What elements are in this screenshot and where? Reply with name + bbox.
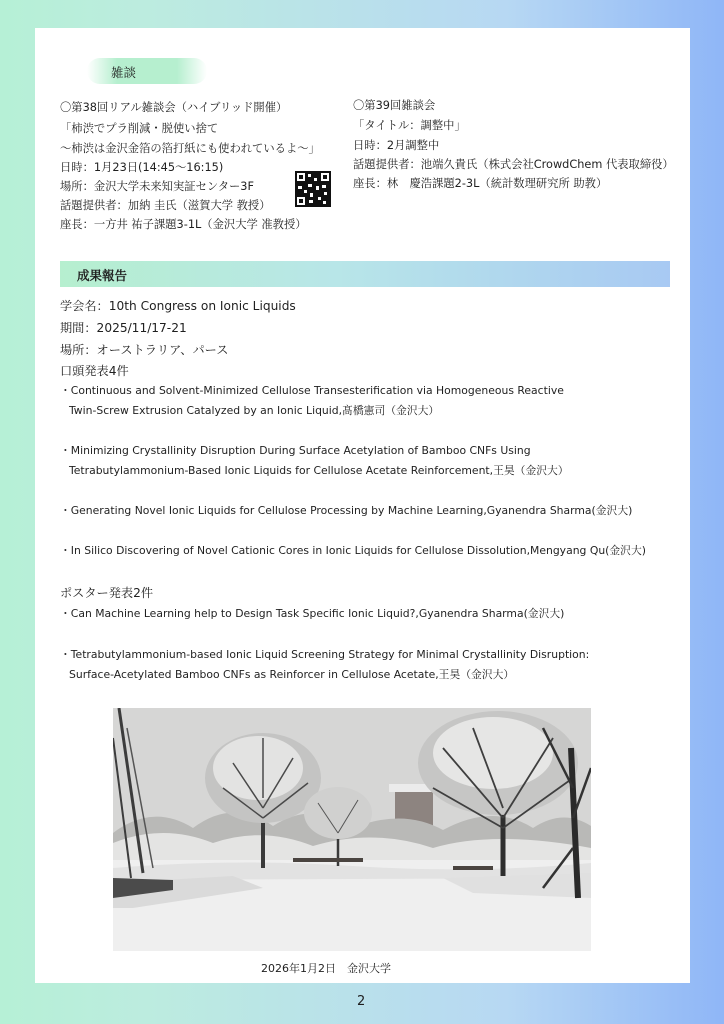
meeting38-chair: 座長：一方井 祐子課題3-1L（金沢大学 准教授） [60, 218, 307, 231]
poster-item-1: ・Can Machine Learning help to Design Task Specific Ionic Liquid?,Gyanendra Sharma(金沢大) [60, 607, 565, 620]
oral-item-1-line1: ・Continuous and Solvent-Minimized Cellulose Transesterification via Homogeneous Reactive [60, 384, 564, 397]
section-label-zatsudan [87, 58, 207, 84]
meeting39-title: 〇第39回雑談会 [353, 99, 436, 112]
section-label-zatsudan-text: 雑談 [111, 65, 137, 80]
section-header-results-text: 成果報告 [77, 268, 128, 283]
qr-code-image[interactable] [295, 171, 331, 207]
meeting38-speaker: 話題提供者：加納 圭氏（滋賀大学 教授） [60, 199, 271, 212]
meeting38-title: 〇第38回リアル雑談会（ハイブリッド開催） [60, 101, 288, 114]
oral-item-3: ・Generating Novel Ionic Liquids for Cellulose Processing by Machine Learning,Gyanendra Sharma(金沢大) [60, 504, 633, 517]
conference-period: 期間：2025/11/17-21 [60, 321, 187, 335]
poster-item-2-line1: ・Tetrabutylammonium-based Ionic Liquid Screening Strategy for Minimal Crystallinity Disruption: [60, 648, 590, 661]
document-page [35, 28, 690, 983]
photo-caption: 2026年1月2日 金沢大学 [261, 962, 391, 975]
snowy-campus-photo [113, 708, 591, 951]
snowy-trees-illustration [113, 708, 591, 951]
meeting38-topic-line1: 「柿渋でプラ削減・脱使い捨て [60, 122, 219, 135]
conference-place: 場所：オーストラリア、パース [60, 343, 229, 357]
meeting39-chair: 座長：林 慶浩課題2-3L（統計数理研究所 助教） [353, 177, 608, 190]
oral-item-4: ・In Silico Discovering of Novel Cationic Cores in Ionic Liquids for Cellulose Dissolution,Mengyang Qu(金沢大) [60, 544, 646, 557]
meeting38-venue: 場所：金沢大学未来知実証センター3F [60, 180, 254, 193]
meeting38-topic-line2: 〜柿渋は金沢金箔の箔打紙にも使われているよ〜」 [60, 142, 320, 155]
oral-item-1-line2: Twin-Screw Extrusion Catalyzed by an Ionic Liquid,髙橋憲司（金沢大） [69, 404, 440, 417]
poster-heading: ポスター発表2件 [60, 586, 154, 600]
oral-heading: 口頭発表4件 [60, 364, 129, 378]
conference-name: 学会名：10th Congress on Ionic Liquids [60, 299, 296, 313]
page-number: 2 [357, 994, 366, 1009]
oral-item-2-line1: ・Minimizing Crystallinity Disruption During Surface Acetylation of Bamboo CNFs Using [60, 444, 531, 457]
poster-item-2-line2: Surface-Acetylated Bamboo CNFs as Reinforcer in Cellulose Acetate,王昊（金沢大） [69, 668, 515, 681]
section-header-results [60, 261, 670, 287]
meeting39-topic: 「タイトル：調整中」 [353, 119, 466, 132]
oral-item-2-line2: Tetrabutylammonium-Based Ionic Liquids for Cellulose Acetate Reinforcement,王昊（金沢大） [69, 464, 569, 477]
meeting39-datetime: 日時：2月調整中 [353, 139, 440, 152]
meeting39-speaker: 話題提供者：池端久貴氏（株式会社CrowdChem 代表取締役） [353, 158, 674, 171]
meeting38-datetime: 日時：1月23日(14:45〜16:15) [60, 161, 224, 174]
